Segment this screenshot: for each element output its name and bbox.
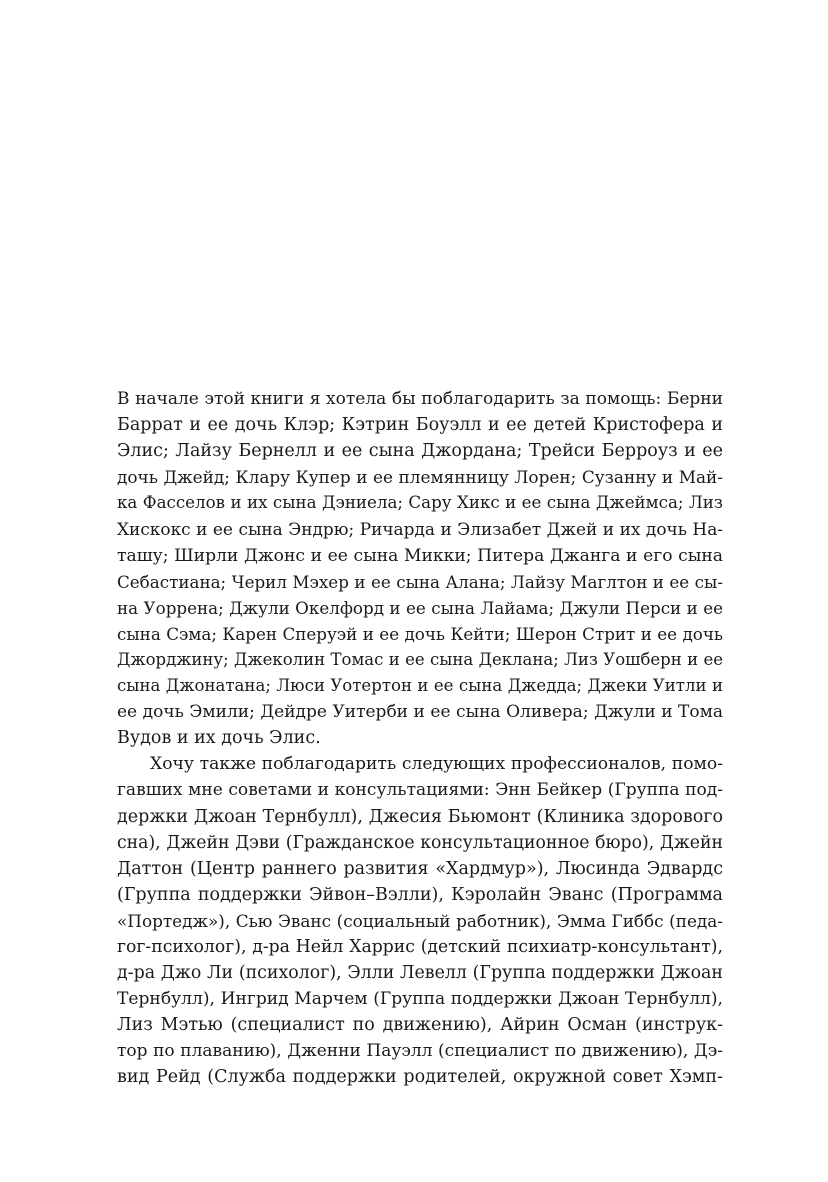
text-line: д-ра Джо Ли (психолог), Элли Левелл (Группа поддержки Джоан	[117, 963, 723, 984]
text-line: В начале этой книги я хотела бы поблагодарить за помощь: Берни	[117, 389, 723, 409]
text-line: сына Джонатана; Люси Уотертон и ее сына Джедда; Джеки Уитли и	[117, 676, 723, 696]
text-line: Вудов и их дочь Элис.	[117, 728, 321, 749]
text-line: Лиз Мэтью (специалист по движению), Айрин Осман (инструк-	[117, 1015, 723, 1036]
text-line: гавших мне советами и консультациями: Энн Бейкер (Группа под-	[117, 780, 723, 801]
text-line: ка Фасселов и их сына Дэниела; Сару Хикс и ее сына Джеймса; Лиз	[117, 493, 723, 513]
text-line: гог-психолог), д-ра Нейл Харрис (детский психиатр-консультант),	[117, 936, 723, 957]
text-line: сына Сэма; Карен Сперуэй и ее дочь Кейти; Шерон Стрит и ее дочь	[117, 623, 723, 644]
text-line: (Группа поддержки Эйвон–Вэлли), Кэролайн Эванс (Программа	[117, 884, 723, 905]
text-line: держки Джоан Тернбулл), Джесия Бьюмонт (Клиника здорового	[117, 806, 723, 827]
text-line: Джорджину; Джеколин Томас и ее сына Деклана; Лиз Уошберн и ее	[117, 649, 723, 669]
text-line: дочь Джейд; Клару Купер и ее племянницу Лорен; Сузанну и Май-	[117, 467, 723, 488]
text-line: ташу; Ширли Джонс и ее сына Микки; Питера Джанга и его сына	[117, 545, 723, 566]
acknowledgements-text	[117, 386, 723, 1091]
text-line: Хискокс и ее сына Эндрю; Ричарда и Элизабет Джей и их дочь На-	[117, 519, 723, 540]
text-line: Хочу также поблагодарить следующих профессионалов, помо-	[150, 754, 723, 775]
text-line: «Портедж»), Сью Эванс (социальный работник), Эмма Гиббс (педа-	[117, 910, 723, 931]
text-line: Даттон (Центр раннего развития «Хардмур»), Люсинда Эдвардс	[117, 858, 723, 879]
text-line: Себастиана; Черил Мэхер и ее сына Алана; Лайзу Маглтон и ее сы-	[117, 571, 723, 592]
text-line: вид Рейд (Служба поддержки родителей, окружной совет Хэмп-	[117, 1067, 723, 1088]
text-line: Баррат и ее дочь Клэр; Кэтрин Боуэлл и ее детей Кристофера и	[117, 415, 723, 436]
text-line: тор по плаванию), Дженни Пауэлл (специалист по движению), Дэ-	[117, 1041, 723, 1062]
text-line: Тернбулл), Ингрид Марчем (Группа поддержки Джоан Тернбулл),	[117, 989, 723, 1010]
text-line: Элис; Лайзу Бернелл и ее сына Джордана; Трейси Берроуз и ее	[117, 441, 723, 462]
text-line: ее дочь Эмили; Дейдре Уитерби и ее сына Оливера; Джули и Тома	[117, 702, 723, 723]
text-line: на Уоррена; Джули Окелфорд и ее сына Лайама; Джули Перси и ее	[117, 597, 723, 618]
text-line: сна), Джейн Дэви (Гражданское консультационное бюро), Джейн	[117, 832, 723, 853]
